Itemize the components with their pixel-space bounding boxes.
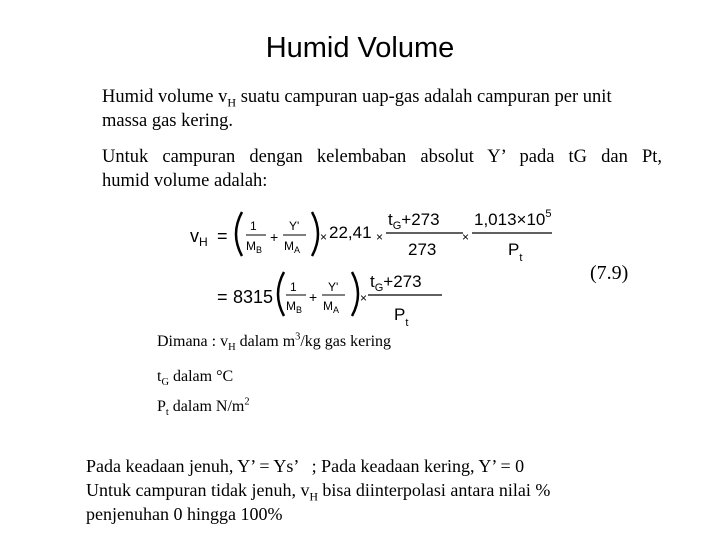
eq-paren-right-1	[312, 212, 318, 256]
eq-times-2: ×	[376, 230, 384, 244]
eq-ma-1: $M_A$	[284, 239, 301, 255]
eq-tg-1: $t_G+273$	[388, 210, 440, 232]
eq-plus-2: +	[309, 289, 318, 305]
eq-lhs: $v_H$	[190, 226, 208, 249]
eq-mb-1: $M_B$	[246, 239, 263, 255]
notes-paragraph	[86, 454, 686, 526]
eq-times-1: ×	[320, 230, 328, 244]
eq-const-2: 8315	[233, 287, 274, 307]
condition-line-1: Untuk campuran dengan kelembaban absolut Y’ pada tG dan Pt,	[102, 147, 662, 167]
eq-times-4: ×	[360, 291, 368, 305]
intro-paragraph	[102, 85, 662, 133]
condition-line-2: humid volume adalah:	[102, 171, 268, 191]
equation-number: (7.9)	[590, 262, 629, 284]
eq-one-1: 1	[250, 219, 257, 233]
eq-equals-2: =	[217, 287, 228, 307]
eq-pt-2: $P_t$	[394, 305, 409, 329]
eq-plus-1: +	[270, 229, 279, 245]
humid-volume-equation	[180, 200, 580, 330]
eq-yp-1: Y'	[289, 219, 300, 233]
definition-pt: $P_t$ dalam $N/m^2$	[157, 396, 250, 419]
eq-yp-2: Y'	[328, 280, 339, 294]
intro-line-2: massa gas kering.	[102, 111, 234, 131]
definition-vh: Dimana : $v_H$ dalam $m^3/kg$ gas kering	[157, 331, 392, 354]
eq-paren-right-2	[352, 272, 358, 316]
eq-times-3: ×	[462, 230, 470, 244]
intro-line-1: Humid volume $v_H$ suatu campuran uap-gas adalah campuran per unit	[102, 87, 612, 110]
eq-pt-1: $P_t$	[508, 240, 523, 264]
eq-tg-2: $t_G+273$	[370, 272, 422, 294]
eq-ma-2: $M_A$	[323, 299, 340, 315]
page-title: Humid Volume	[265, 32, 455, 64]
eq-equals-1: =	[217, 226, 228, 246]
condition-paragraph	[102, 145, 662, 193]
eq-paren-left-2	[278, 272, 284, 316]
eq-one-2: 1	[290, 280, 297, 294]
eq-mb-2: $M_B$	[286, 299, 303, 315]
eq-paren-left-1	[236, 212, 242, 256]
notes-line-2: Untuk campuran tidak jenuh, $v_H$ bisa diinterpolasi antara nilai %	[86, 480, 551, 504]
notes-line-3: penjenuhan 0 hingga 100%	[86, 504, 283, 524]
eq-pressure: $1,013\times 10^5$	[474, 208, 552, 229]
definition-tg: $t_G$ dalam °C	[157, 368, 234, 389]
eq-273: 273	[408, 240, 437, 259]
eq-const-1: 22,41	[329, 223, 372, 242]
notes-line-1: Pada keadaan jenuh, Y’ = Ys’ ; Pada keadaan kering, Y’ = 0	[86, 456, 525, 476]
